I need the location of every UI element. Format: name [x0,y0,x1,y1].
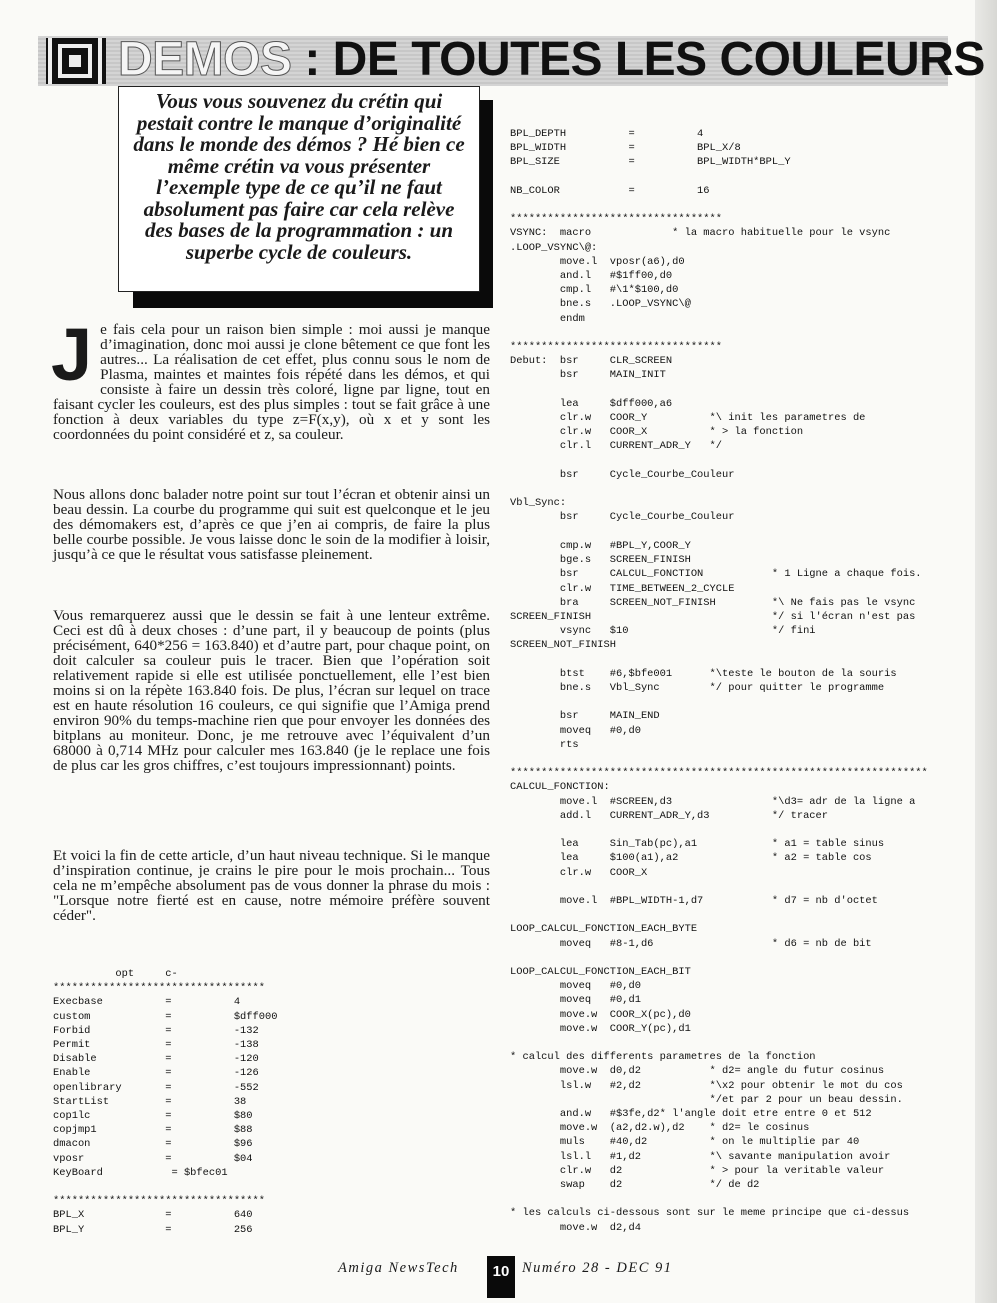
paragraph-1-text: e fais cela pour un raison bien simple : moi aussi je manque d’imagination, donc moi aussi je clone bêtement ce que font les autres... La réalisation de cet effet, plus connu sous le nom de Plasma, maintes et maintes fois répété dans les démos, et qui consiste à faire un dessin très coloré, ligne par ligne, tout en faisant cycler les couleurs, est des plus simples : tout se fait grâce à une fonction à deux variables du type z=F(x,y), où x et y sont les coordonnées du point considéré et z, sa couleur. [53,321,490,443]
article-paragraph-3: Vous remarquerez aussi que le dessin se fait à une lenteur extrême. Ceci est dû à deux choses : d’une part, il y beaucoup de points (plus précisément, 640*256 = 163.840) et d’autre part, pour chaque point, on doit calculer sa couleur puis le tracer. Bien que l’opération soit relativement rapide si elle est utilisée ponctuellement, elle l’est bien moins si on la répète 163.840 fois. De plus, l’écran sur lequel on trace est en haute résolution 16 couleurs, ce qui signifie que l’Amiga prend environ 90% du temps-machine rien que pour envoyer les données des bitplans au moniteur. Donc, je me retrouve avec l’équivalent d’un 68000 à 0,714 MHz pour calculer mes 163.840 (je le replace une fois de plus car les gros chiffres, c’est toujours impressionnant) points. [53,607,490,774]
article-paragraph-1 [51,313,490,443]
footer-magazine: Amiga NewsTech [338,1260,459,1276]
page-edge [975,0,997,1303]
page-number: 10 [487,1256,515,1298]
section-logo-icon [46,38,106,84]
intro-box: Vous vous souvenez du crétin qui pestait contre le manque d’originalité dans le monde des démos ? Hé bien ce même crétin va vous présenter l’exemple type de ce qu’il ne faut absolument pas faire car cela relève des bases de la programmation : un superbe cycle de couleurs. [118,86,480,292]
code-listing-left: opt c- ********************************** Execbase = 4 custom = $dff000 Forbid = -132 Permit = -138 Disable = -120 Enable = -126 openlibrary = -552 StartList = 38 cop1lc = $80 copjmp1 = $88 dmacon = $96 vposr = $04 KeyBoard = $bfec01 ********************************** BPL_X = 640 BPL_Y = 256 [53,968,278,1236]
title-part-2: : DE TOUTES LES COULEURS [291,33,985,86]
article-paragraph-2: Nous allons donc balader notre point sur tout l’écran et obtenir ainsi un beau dessin. La courbe du programme qui suit est quelconque et le jeu des démomakers est, d’après ce que j’en ai compris, de faire la plus belle courbe possible. Je vous laisse donc le soin de la modifier à loisir, jusqu’à ce que le résultat vous satisfasse pleinement. [53,486,490,563]
drop-cap: J [51,313,93,396]
footer-issue: Numéro 28 - DEC 91 [522,1260,673,1276]
title-part-1: DEMOS [118,33,292,86]
code-listing-right: BPL_DEPTH = 4 BPL_WIDTH = BPL_X/8 BPL_SIZE = BPL_WIDTH*BPL_Y NB_COLOR = 16 ********************************** VSYNC: macro * la macro habituelle pour le vsync .LOOP_VSYNC\@: move.l vposr(a6),d0 and.l #$1ff00,d0 cmp.l #\1*$100,d0 bne.s .LOOP_VSYNC\@ endm ********************************** Debut: bsr CLR_SCREEN bsr MAIN_INIT lea $dff000,a6 clr.w COOR_Y *\ init les parametres de clr.w COOR_X * > la fonction clr.l CURRENT_ADR_Y */ bsr Cycle_Courbe_Couleur Vbl_Sync: bsr Cycle_Courbe_Couleur cmp.w #BPL_Y,COOR_Y bge.s SCREEN_FINISH bsr CALCUL_FONCTION * 1 Ligne a chaque fois. clr.w TIME_BETWEEN_2_CYCLE bra SCREEN_NOT_FINISH *\ Ne fais pas le vsync SCREEN_FINISH */ si l'écran n'est pas vsync $10 */ fini SCREEN_NOT_FINISH btst #6,$bfe001 *\teste le bouton de la souris bne.s Vbl_Sync */ pour quitter le programme bsr MAIN_END moveq #0,d0 rts ******************************************************************* CALCUL_FONCTION: move.l #SCREEN,d3 *\d3= adr de la ligne a add.l CURRENT_ADR_Y,d3 */ tracer lea Sin_Tab(pc),a1 * a1 = table sinus lea $100(a1),a2 * a2 = table cos clr.w COOR_X move.l #BPL_WIDTH-1,d7 * d7 = nb d'octet LOOP_CALCUL_FONCTION_EACH_BYTE moveq #8-1,d6 * d6 = nb de bit LOOP_CALCUL_FONCTION_EACH_BIT moveq #0,d0 moveq #0,d1 move.w COOR_X(pc),d0 move.w COOR_Y(pc),d1 * calcul des differents parametres de la fonction move.w d0,d2 * d2= angle du futur cosinus lsl.w #2,d2 *\x2 pour obtenir le mot du cos */et par 2 pour un beau dessin. and.w #$3fe,d2* l'angle doit etre entre 0 et 512 move.w (a2,d2.w),d2 * d2= le cosinus muls #40,d2 * on le multiplie par 40 lsl.l #1,d2 *\ savante manipulation avoir clr.w d2 * > pour la veritable valeur swap d2 */ de d2 * les calculs ci-dessous sont sur le meme principe que ci-dessus move.w d2,d4 [510,128,928,1234]
article-paragraph-4: Et voici la fin de cette article, d’un haut niveau technique. Si le manque d’inspiration continue, je crains le pire pour le mois prochain... Tous cela ne m’empêche absolument pas de vous donner la phrase du mois : "Lorsque notre fierté est en cause, notre mémoire préfère souvent céder". [53,847,490,924]
page-title [118,30,985,90]
